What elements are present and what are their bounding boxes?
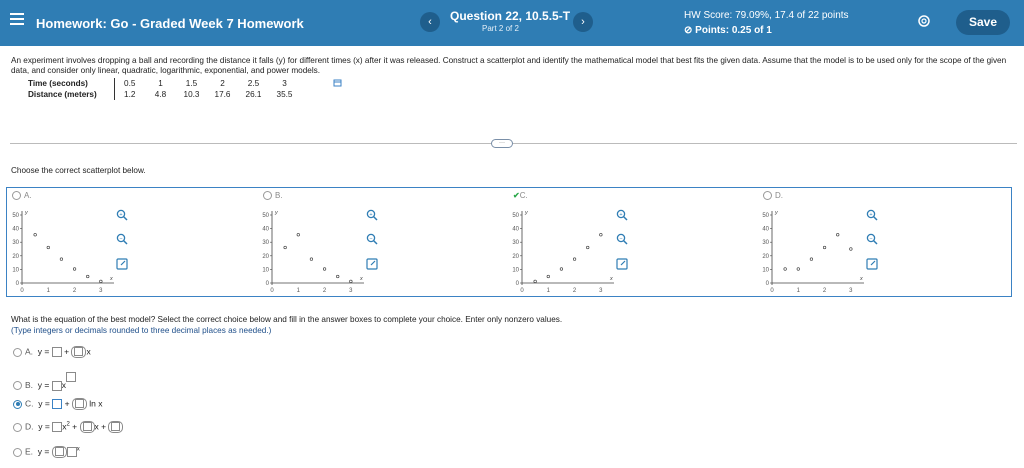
x-tick-label: 3 (349, 288, 353, 294)
data-point (534, 280, 537, 283)
option-letter: D. (775, 191, 783, 200)
popout-icon[interactable] (866, 257, 879, 270)
y-tick-label: 20 (12, 253, 19, 260)
radio-button[interactable] (12, 191, 21, 200)
y-axis-label: y (525, 210, 528, 216)
scatterplot-a (8, 205, 118, 297)
exponent-input[interactable] (66, 372, 76, 382)
table-cell: 0.5 (124, 79, 136, 88)
y-tick-label: 30 (262, 240, 269, 247)
answer-b[interactable] (13, 372, 76, 391)
answer-letter: C. (25, 398, 34, 409)
answer-lhs: y = (37, 346, 50, 357)
save-button[interactable]: Save (956, 10, 1010, 35)
plus-sign: + (64, 346, 70, 357)
y-tick-label: 0 (265, 281, 269, 287)
menu-icon[interactable] (10, 13, 24, 27)
answer-c[interactable] (13, 398, 103, 410)
data-point (836, 233, 839, 236)
y-tick-label: 10 (512, 267, 519, 274)
hw-score: HW Score: 79.09%, 17.4 of 22 points (684, 10, 849, 21)
data-point (797, 268, 800, 271)
answer-input[interactable] (52, 422, 62, 432)
y-tick-label: 30 (762, 240, 769, 247)
answer-lhs: y = (38, 398, 50, 409)
y-tick-label: 40 (12, 226, 19, 233)
answer-lhs: y = (37, 380, 50, 390)
exponent: 2 (66, 421, 70, 428)
problem-statement: An experiment involves dropping a ball and recording the distance it falls (y) for different times (x) after it was released. Construct a scatterplot and identify the mathematical model that best fits the given data. Assume that the model is to be used only for the scope of the given data, and consider only linear, quadratic, logarithmic, exponential, and power models. (11, 56, 1007, 75)
answer-input[interactable] (52, 381, 62, 391)
table-cell: 1.5 (185, 79, 198, 88)
svg-text:−: − (619, 236, 623, 242)
answer-term: x (62, 421, 67, 432)
popout-icon[interactable] (116, 257, 129, 270)
table-cell: 2 (220, 79, 225, 88)
points-status: ⊘ Points: 0.25 of 1 (684, 25, 772, 36)
answer-input-paren[interactable] (71, 346, 86, 358)
option-letter: A. (24, 191, 32, 200)
x-tick-label: 3 (849, 288, 853, 294)
answer-input-paren[interactable] (52, 446, 67, 458)
answer-a[interactable] (13, 346, 91, 358)
data-point (600, 233, 603, 236)
y-tick-label: 40 (262, 226, 269, 233)
y-tick-label: 10 (12, 267, 19, 274)
answer-lhs: y = (38, 421, 50, 432)
svg-text:−: − (119, 236, 123, 242)
table-cell: 17.6 (214, 90, 231, 99)
answer-input[interactable] (52, 399, 62, 409)
table-cell: 35.5 (276, 90, 293, 99)
table-cell: 3 (282, 79, 287, 88)
option-b[interactable] (263, 191, 283, 200)
gear-icon[interactable] (917, 14, 931, 28)
x-tick-label: 2 (822, 288, 827, 294)
y-axis-label: y (775, 210, 778, 216)
data-point (560, 268, 563, 271)
next-question-button[interactable]: › (573, 12, 593, 32)
option-d[interactable] (763, 191, 783, 200)
y-tick-label: 50 (262, 213, 269, 219)
y-tick-label: 20 (262, 253, 269, 260)
x-tick-label: 2 (72, 288, 77, 294)
plus-sign: + (64, 398, 70, 409)
svg-text:−: − (369, 236, 373, 242)
option-c[interactable] (513, 191, 528, 200)
radio-button[interactable] (13, 381, 22, 390)
scatterplot-c (508, 205, 618, 297)
answer-term: x (86, 346, 91, 357)
zoom-out-icon[interactable] (366, 232, 379, 245)
data-point (850, 248, 853, 251)
x-tick-label: 1 (296, 288, 300, 294)
plus-sign: + (72, 421, 78, 432)
data-point (810, 258, 813, 261)
y-tick-label: 40 (512, 226, 519, 233)
radio-button-selected[interactable] (13, 400, 22, 409)
x-axis-label: x (360, 276, 363, 282)
answer-e[interactable] (13, 446, 80, 458)
data-point (34, 233, 37, 236)
data-point (547, 275, 550, 278)
x-tick-label: 3 (99, 288, 103, 294)
x-tick-label: 2 (572, 288, 577, 294)
popout-icon[interactable] (616, 257, 629, 270)
data-point (310, 258, 313, 261)
zoom-in-icon[interactable] (616, 208, 629, 221)
answer-lhs: y = (37, 446, 50, 457)
x-axis-label: x (110, 276, 113, 282)
data-point (47, 246, 50, 249)
table-cell: 1 (158, 79, 163, 88)
data-point (823, 246, 826, 249)
y-axis-label: y (25, 210, 28, 216)
x-tick-label: 0 (270, 288, 274, 294)
option-letter: C. (519, 191, 528, 200)
x-tick-label: 1 (46, 288, 50, 294)
answer-input[interactable] (67, 447, 77, 457)
answer-input-paren[interactable] (108, 421, 123, 433)
x-tick-label: 1 (546, 288, 550, 294)
time-label: Time (seconds) (28, 78, 114, 89)
expand-button[interactable]: ··· (491, 139, 513, 148)
data-point (784, 268, 787, 271)
option-a[interactable] (12, 191, 32, 200)
question-2-hint: (Type integers or decimals rounded to three decimal places as needed.) (11, 326, 272, 335)
x-axis-label: x (860, 276, 863, 282)
distance-row (28, 89, 300, 100)
svg-text:+: + (619, 212, 623, 218)
data-table (28, 78, 300, 100)
choose-prompt: Choose the correct scatterplot below. (11, 166, 146, 175)
x-tick-label: 2 (322, 288, 327, 294)
answer-letter: E. (25, 446, 34, 457)
y-tick-label: 20 (762, 253, 769, 260)
prev-question-button[interactable]: ‹ (420, 12, 440, 32)
exponent: x (76, 446, 80, 453)
y-tick-label: 0 (15, 281, 19, 287)
data-point (336, 275, 339, 278)
y-tick-label: 0 (515, 281, 519, 287)
copy-data-icon[interactable] (333, 79, 342, 87)
radio-button[interactable] (13, 423, 22, 432)
zoom-in-icon[interactable] (366, 208, 379, 221)
svg-text:+: + (369, 212, 373, 218)
check-icon: ✔ (513, 191, 520, 200)
option-letter: B. (275, 191, 283, 200)
answer-d[interactable] (13, 421, 123, 433)
data-point (573, 258, 576, 261)
table-cell: 10.3 (183, 90, 200, 99)
y-tick-label: 50 (512, 213, 519, 219)
question-part: Part 2 of 2 (482, 24, 519, 33)
x-tick-label: 0 (20, 288, 24, 294)
partial-credit-icon: ⊘ (684, 25, 696, 36)
data-point (100, 280, 103, 283)
table-cell: 2.5 (247, 79, 260, 88)
table-cell: 26.1 (245, 90, 262, 99)
y-tick-label: 10 (762, 267, 769, 274)
y-tick-label: 30 (512, 240, 519, 247)
y-tick-label: 10 (262, 267, 269, 274)
scatterplot-b (258, 205, 368, 297)
data-point (60, 258, 63, 261)
data-point (86, 275, 89, 278)
x-tick-label: 0 (520, 288, 524, 294)
answer-letter: A. (25, 346, 34, 357)
x-tick-label: 3 (599, 288, 603, 294)
y-tick-label: 50 (762, 213, 769, 219)
answer-term: x (61, 380, 66, 390)
data-point (73, 268, 76, 271)
question-title: Question 22, 10.5.5-T (450, 9, 571, 23)
svg-text:+: + (119, 212, 123, 218)
zoom-in-icon[interactable] (866, 208, 879, 221)
time-row (28, 78, 300, 89)
y-tick-label: 0 (765, 281, 769, 287)
section-divider (10, 143, 1017, 144)
zoom-out-icon[interactable] (116, 232, 129, 245)
y-tick-label: 40 (762, 226, 769, 233)
scatterplot-d (758, 205, 868, 297)
homework-title: Homework: Go - Graded Week 7 Homework (36, 16, 304, 31)
table-cell: 1.2 (124, 90, 136, 99)
x-tick-label: 1 (796, 288, 800, 294)
x-tick-label: 0 (770, 288, 774, 294)
distance-label: Distance (meters) (28, 89, 114, 100)
answer-term: ln x (89, 398, 103, 409)
answer-input[interactable] (52, 347, 62, 357)
table-cell: 4.8 (154, 90, 167, 99)
answer-letter: B. (25, 380, 34, 390)
y-tick-label: 30 (12, 240, 19, 247)
radio-button[interactable] (263, 191, 272, 200)
question-2-text: What is the equation of the best model? Select the correct choice below and fill in the answer boxes to complete your choice. Enter only nonzero values. (11, 315, 563, 324)
x-axis-label: x (610, 276, 613, 282)
data-point (586, 246, 589, 249)
radio-button[interactable] (763, 191, 772, 200)
answer-letter: D. (25, 421, 34, 432)
zoom-in-icon[interactable] (116, 208, 129, 221)
popout-icon[interactable] (366, 257, 379, 270)
zoom-out-icon[interactable] (616, 232, 629, 245)
answer-input-paren[interactable] (72, 398, 87, 410)
data-point (350, 280, 353, 283)
data-point (297, 233, 300, 236)
y-axis-label: y (275, 210, 278, 216)
svg-text:+: + (869, 212, 873, 218)
answer-input-paren[interactable] (80, 421, 95, 433)
header-bar (0, 0, 1024, 46)
zoom-out-icon[interactable] (866, 232, 879, 245)
svg-text:−: − (869, 236, 873, 242)
data-point (323, 268, 326, 271)
radio-button[interactable] (13, 448, 22, 457)
answer-term: x + (94, 421, 107, 432)
y-tick-label: 50 (12, 213, 19, 219)
data-point (284, 246, 287, 249)
y-tick-label: 20 (512, 253, 519, 260)
radio-button[interactable] (13, 348, 22, 357)
